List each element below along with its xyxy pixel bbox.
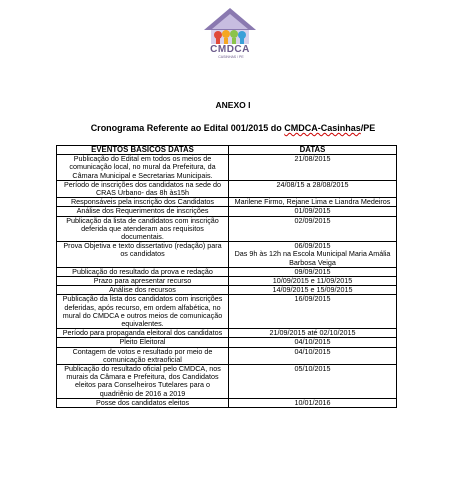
date-cell: 04/10/2015: [229, 347, 397, 364]
table-row: [57, 207, 397, 216]
event-cell: Análise dos recursos: [57, 286, 229, 295]
event-cell: Contagem de votos e resultado por meio de comunicação extraoficial: [57, 347, 229, 364]
date-cell: 04/10/2015: [229, 338, 397, 347]
event-cell: Pleito Eleitoral: [57, 338, 229, 347]
date-cell: 14/09/2015 e 15/09/2015: [229, 286, 397, 295]
table-row: [57, 286, 397, 295]
title-suffix: /PE: [360, 123, 376, 133]
date-cell: 01/09/2015: [229, 207, 397, 216]
table-row: [57, 198, 397, 207]
table-row: [57, 267, 397, 276]
event-cell: Responsáveis pela inscrição dos Candidatos: [57, 198, 229, 207]
date-cell: 05/10/2015: [229, 365, 397, 399]
date-cell: 10/01/2016: [229, 398, 397, 407]
date-cell: 02/09/2015: [229, 216, 397, 242]
logo-name: CMDCA: [210, 44, 250, 55]
date-cell: 09/09/2015: [229, 267, 397, 276]
logo-subtitle: CASINHAS / PE: [218, 55, 244, 59]
event-cell: Análise dos Requerimentos de inscrições: [57, 207, 229, 216]
table-row: [57, 338, 397, 347]
event-cell: Publicação do resultado da prova e redação: [57, 267, 229, 276]
table-row: [57, 242, 397, 268]
table-row: [57, 365, 397, 399]
annex-heading: ANEXO I: [215, 100, 251, 110]
event-cell: Posse dos candidatos eleitos: [57, 398, 229, 407]
table-row: [57, 216, 397, 242]
table-row: [57, 329, 397, 338]
table-row: [57, 347, 397, 364]
event-cell: Período de inscrições dos candidatos na sede do CRAS Urbano- das 8h às15h: [57, 180, 229, 197]
event-cell: Prova Objetiva e texto dissertativo (redação) para os candidatos: [57, 242, 229, 268]
table-header-row: [57, 146, 397, 155]
table-row: [57, 277, 397, 286]
header-dates: DATAS: [229, 146, 397, 155]
event-cell: Publicação do Edital em todos os meios de comunicação local, no mural da Prefeitura, da Câmara Municipal e Secretarias Municipais.: [57, 155, 229, 181]
event-cell: Prazo para apresentar recurso: [57, 277, 229, 286]
date-cell: 06/09/2015 Das 9h às 12h na Escola Municipal Maria Amália Barbosa Veiga: [229, 242, 397, 268]
table-row: [57, 295, 397, 329]
schedule-table: [56, 145, 397, 408]
event-cell: Publicação do resultado oficial pelo CMDCA, nos murais da Câmara e Prefeitura, dos Candidatos eleitos para Conselheiros Tutelares para o quadriênio de 2016 a 2019: [57, 365, 229, 399]
date-cell: 24/08/15 a 28/08/2015: [229, 180, 397, 197]
title-org: CMDCA-Casinhas: [284, 123, 361, 133]
date-cell: Marilene Firmo, Rejane Lima e Liandra Medeiros: [229, 198, 397, 207]
date-cell: 21/09/2015 até 02/10/2015: [229, 329, 397, 338]
document-title: [0, 123, 466, 133]
title-prefix: Cronograma Referente ao Edital 001/2015 do: [90, 123, 285, 133]
header-events: EVENTOS BASICOS DATAS: [57, 146, 229, 155]
date-cell: 16/09/2015: [229, 295, 397, 329]
table-row: [57, 180, 397, 197]
date-cell: 10/09/2015 e 11/09/2015: [229, 277, 397, 286]
event-cell: Publicação da lista de candidatos com inscrição deferida que atenderam aos requisitos documentais.: [57, 216, 229, 242]
table-row: [57, 398, 397, 407]
event-cell: Publicação da lista dos candidatos com inscrições deferidas, após recurso, em ordem alfabética, no mural do CMDCA e outros meios de comunicação equivalentes.: [57, 295, 229, 329]
date-cell: 21/08/2015: [229, 155, 397, 181]
event-cell: Período para propaganda eleitoral dos candidatos: [57, 329, 229, 338]
table-row: [57, 155, 397, 181]
